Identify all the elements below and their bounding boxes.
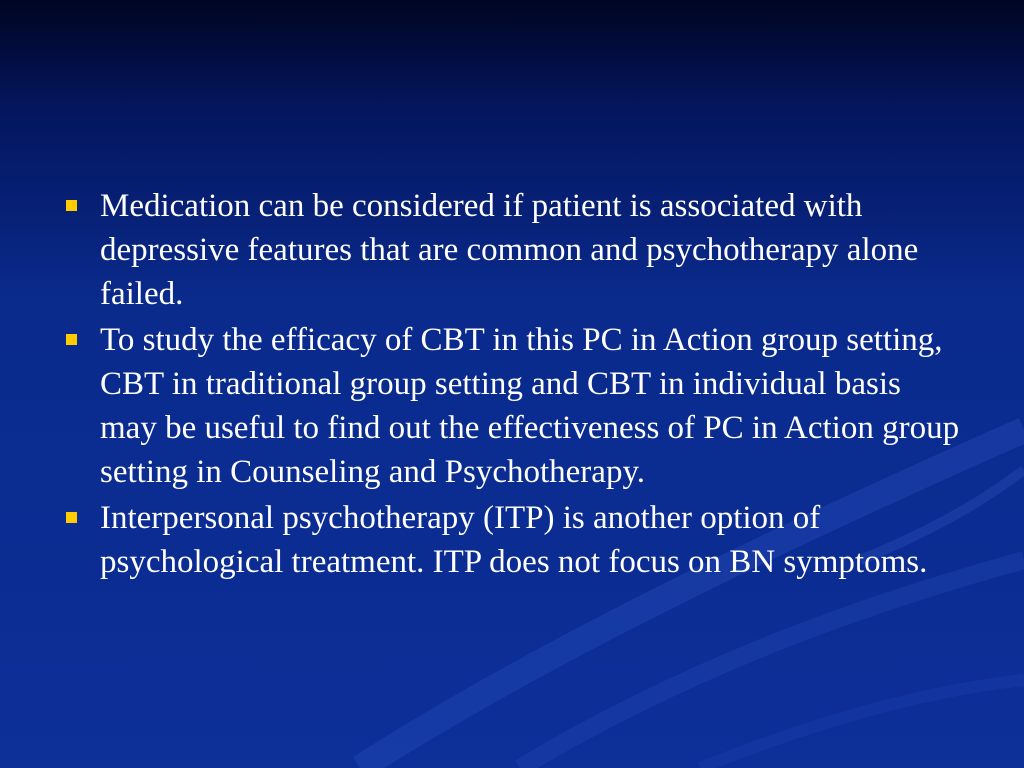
bullet-text: Interpersonal psychotherapy (ITP) is another option of psychological treatment. ITP does not focus on BN symptoms. xyxy=(100,500,928,580)
square-bullet-icon xyxy=(66,334,77,345)
bullet-item-interpersonal-psychotherapy xyxy=(62,496,962,584)
bullet-list xyxy=(62,184,962,584)
bullet-item-cbt-study xyxy=(62,318,962,494)
slide-body xyxy=(62,184,962,586)
bullet-item-medication xyxy=(62,184,962,316)
square-bullet-icon xyxy=(66,200,77,211)
bullet-text: Medication can be considered if patient is associated with depressive features that are common and psychotherapy alone failed. xyxy=(100,188,919,312)
square-bullet-icon xyxy=(66,512,77,523)
bullet-text: To study the efficacy of CBT in this PC in Action group setting, CBT in traditional group setting and CBT in individual basis may be useful to find out the effectiveness of PC in Action group setting in Counseling and Psychotherapy. xyxy=(100,322,960,490)
